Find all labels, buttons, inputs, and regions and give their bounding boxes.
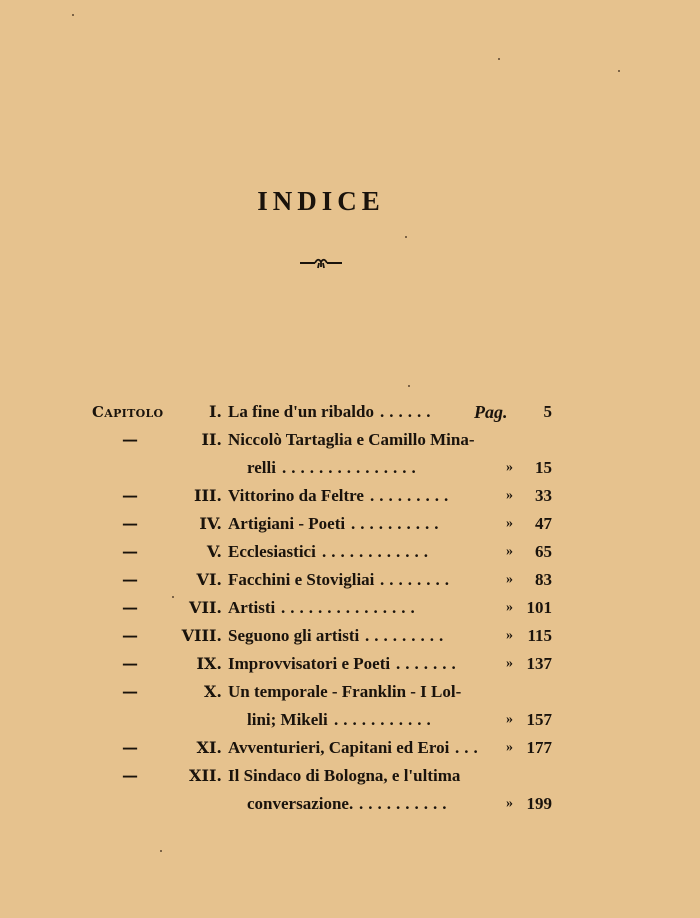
ditto-mark: »	[506, 796, 513, 811]
ditto-dash: —	[122, 766, 138, 785]
table-of-contents	[0, 398, 700, 818]
toc-entry	[0, 566, 700, 594]
ditto-mark: »	[506, 516, 513, 531]
toc-entry	[0, 510, 700, 538]
toc-entry	[0, 678, 700, 706]
chapter-title: lini; Mikeli	[247, 710, 328, 729]
toc-entry	[0, 398, 700, 426]
ditto-dash: —	[122, 542, 138, 561]
ditto-dash: —	[122, 430, 138, 449]
toc-entry-continuation	[0, 454, 700, 482]
toc-entry	[0, 734, 700, 762]
chapter-title: Avventurieri, Capitani ed Eroi	[228, 738, 450, 757]
page-number: 199	[526, 794, 552, 813]
chapter-title: conversazione.	[247, 794, 354, 813]
leader-dots: .........	[370, 486, 454, 505]
ditto-dash: —	[122, 626, 138, 645]
chapter-title: Ecclesiastici	[228, 542, 316, 561]
leader-dots: ..........	[359, 794, 452, 813]
ditto-dash: —	[122, 682, 138, 701]
ditto-dash: —	[122, 654, 138, 673]
page-number: 5	[543, 402, 552, 421]
ditto-mark: »	[506, 656, 513, 671]
chapter-title: La fine d'un ribaldo	[228, 402, 374, 421]
chapter-number: VII.	[189, 598, 222, 617]
toc-entry	[0, 426, 700, 454]
chapter-number: V.	[206, 542, 222, 561]
leader-dots: ........	[380, 570, 454, 589]
page-number: 83	[535, 570, 552, 589]
leader-dots: ...	[455, 738, 483, 757]
chapter-number: XII.	[189, 766, 222, 785]
ditto-dash: —	[122, 514, 138, 533]
ditto-mark: »	[506, 544, 513, 559]
chapter-title: Improvvisatori e Poeti	[228, 654, 391, 673]
leader-dots: .........	[365, 626, 449, 645]
ditto-mark: »	[506, 460, 513, 475]
toc-entry	[0, 538, 700, 566]
leader-dots: ............	[322, 542, 433, 561]
chapter-title: Facchini e Stovigliai	[228, 570, 375, 589]
toc-entry	[0, 482, 700, 510]
toc-entry	[0, 650, 700, 678]
chapter-title: Niccolò Tartaglia e Camillo Mina-	[228, 430, 475, 449]
ditto-mark: »	[506, 740, 513, 755]
chapter-number: VI.	[196, 570, 222, 589]
leader-dots: ...............	[281, 598, 420, 617]
page-number: 137	[526, 654, 552, 673]
chapter-number: X.	[204, 682, 222, 701]
leader-dots: .......	[396, 654, 461, 673]
leader-dots: ......	[380, 402, 436, 421]
chapter-title: Vittorino da Feltre	[228, 486, 364, 505]
page-number: 47	[535, 514, 552, 533]
leader-dots: ..........	[351, 514, 444, 533]
chapter-title: Il Sindaco di Bologna, e l'ultima	[228, 766, 461, 785]
toc-entry-continuation	[0, 706, 700, 734]
chapter-number: VIII.	[181, 626, 222, 645]
page-label: Pag.	[474, 402, 508, 422]
ditto-mark: »	[506, 488, 513, 503]
chapter-number: I.	[208, 402, 222, 421]
chapter-number: XI.	[196, 738, 222, 757]
ditto-dash: —	[122, 738, 138, 757]
ditto-dash: —	[122, 598, 138, 617]
page-title: INDICE	[257, 186, 385, 216]
ditto-mark: »	[506, 712, 513, 727]
ditto-mark: »	[506, 572, 513, 587]
leader-dots: ...........	[334, 710, 436, 729]
page-number: 101	[526, 598, 552, 617]
chapter-number: III.	[193, 486, 222, 505]
page-number: 15	[535, 458, 552, 477]
page-number: 115	[527, 626, 552, 645]
page-number: 33	[535, 486, 552, 505]
ditto-mark: »	[506, 628, 513, 643]
chapter-number: IX.	[196, 654, 222, 673]
chapter-title: Un temporale - Franklin - I Lol-	[228, 682, 462, 701]
ditto-dash: —	[122, 486, 138, 505]
chapter-title: Seguono gli artisti	[228, 626, 360, 645]
ditto-mark: »	[506, 600, 513, 615]
ornament-icon	[300, 255, 342, 271]
ditto-dash: —	[122, 570, 138, 589]
chapter-title: relli	[247, 458, 276, 477]
page-number: 157	[526, 710, 552, 729]
toc-entry	[0, 762, 700, 790]
chapter-title: Artigiani - Poeti	[228, 514, 346, 533]
chapter-number: II.	[201, 430, 222, 449]
page-number: 65	[535, 542, 552, 561]
chapter-title: Artisti	[228, 598, 276, 617]
leader-dots: ...............	[282, 458, 421, 477]
toc-entry	[0, 594, 700, 622]
chapter-label: Capitolo	[92, 403, 164, 421]
chapter-number: IV.	[199, 514, 222, 533]
page-number: 177	[526, 738, 552, 757]
toc-entry-continuation	[0, 790, 700, 818]
toc-entry	[0, 622, 700, 650]
